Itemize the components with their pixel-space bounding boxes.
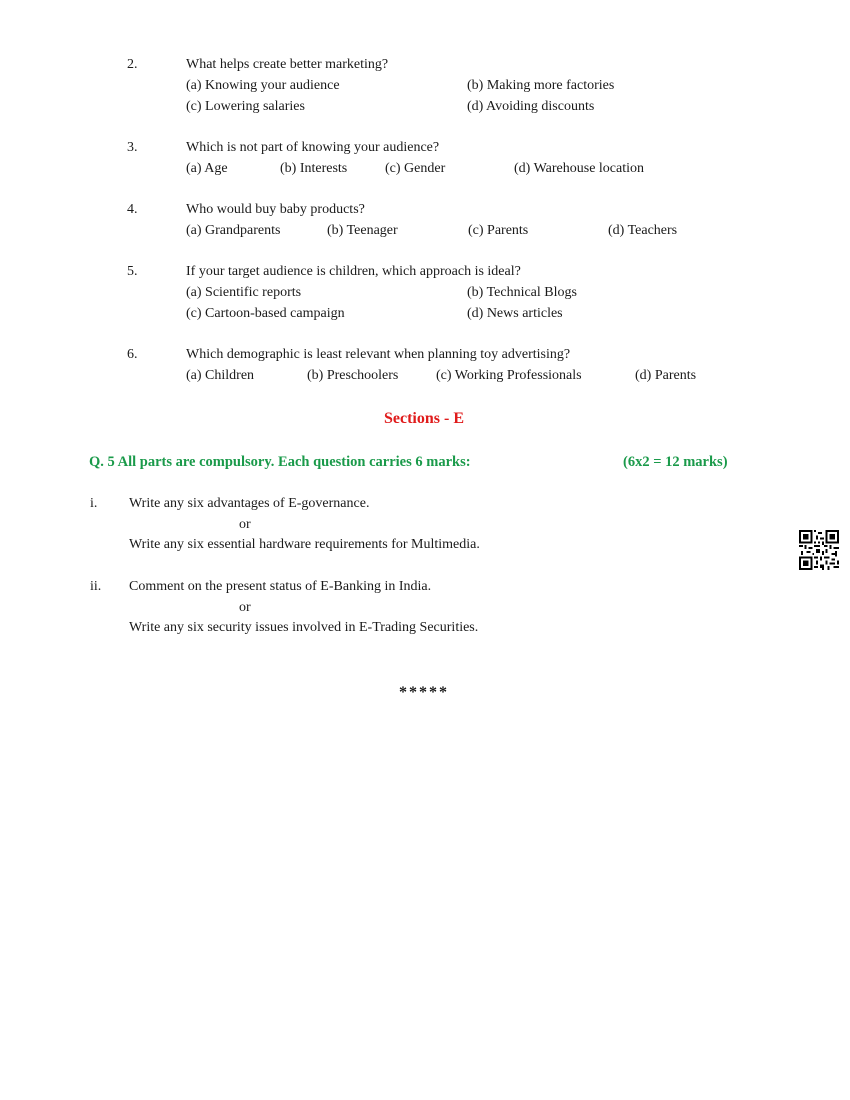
option-a: (a) Age — [186, 161, 228, 176]
option-a: (a) Grandparents — [186, 223, 281, 238]
question-number: 3. — [127, 140, 138, 155]
section-title: Sections - E — [384, 410, 464, 427]
question-number: 5. — [127, 264, 138, 279]
option-d: (d) Warehouse location — [514, 161, 645, 176]
option-b: (b) Teenager — [327, 223, 398, 238]
part-question: Comment on the present status of E-Banking in India. — [129, 579, 432, 594]
option-c: (c) Cartoon-based campaign — [186, 306, 345, 321]
option-a: (a) Knowing your audience — [186, 78, 340, 93]
section-marks: (6x2 = 12 marks) — [623, 454, 728, 470]
end-of-paper-mark: ***** — [399, 684, 449, 701]
question-number: 6. — [127, 347, 138, 362]
option-d: (d) Avoiding discounts — [467, 99, 595, 114]
or-label: or — [239, 517, 251, 532]
part-alternative: Write any six security issues involved in E-Trading Securities. — [129, 620, 479, 635]
question-number: 4. — [127, 202, 138, 217]
question-text: Which demographic is least relevant when planning toy advertising? — [186, 347, 571, 362]
option-d: (d) News articles — [467, 306, 563, 321]
question-text: What helps create better marketing? — [186, 57, 389, 72]
question-text: If your target audience is children, which approach is ideal? — [186, 264, 521, 279]
option-a: (a) Scientific reports — [186, 285, 302, 300]
option-c: (c) Parents — [468, 223, 529, 238]
option-b: (b) Making more factories — [467, 78, 615, 93]
question-text: Who would buy baby products? — [186, 202, 365, 217]
part-number: i. — [90, 496, 98, 511]
option-c: (c) Working Professionals — [436, 368, 582, 383]
part-alternative: Write any six essential hardware requirements for Multimedia. — [129, 537, 480, 552]
option-c: (c) Lowering salaries — [186, 99, 305, 114]
option-b: (b) Technical Blogs — [467, 285, 577, 300]
part-question: Write any six advantages of E-governance. — [129, 496, 370, 511]
option-b: (b) Interests — [280, 161, 348, 176]
option-d: (d) Parents — [635, 368, 697, 383]
or-label: or — [239, 600, 251, 615]
section-instruction: Q. 5 All parts are compulsory. Each question carries 6 marks: — [89, 454, 471, 470]
option-b: (b) Preschoolers — [307, 368, 399, 383]
question-number: 2. — [127, 57, 138, 72]
qr-code-icon — [799, 530, 839, 570]
part-number: ii. — [90, 579, 102, 594]
option-d: (d) Teachers — [608, 223, 678, 238]
option-c: (c) Gender — [385, 161, 446, 176]
option-a: (a) Children — [186, 368, 255, 383]
question-text: Which is not part of knowing your audience? — [186, 140, 440, 155]
